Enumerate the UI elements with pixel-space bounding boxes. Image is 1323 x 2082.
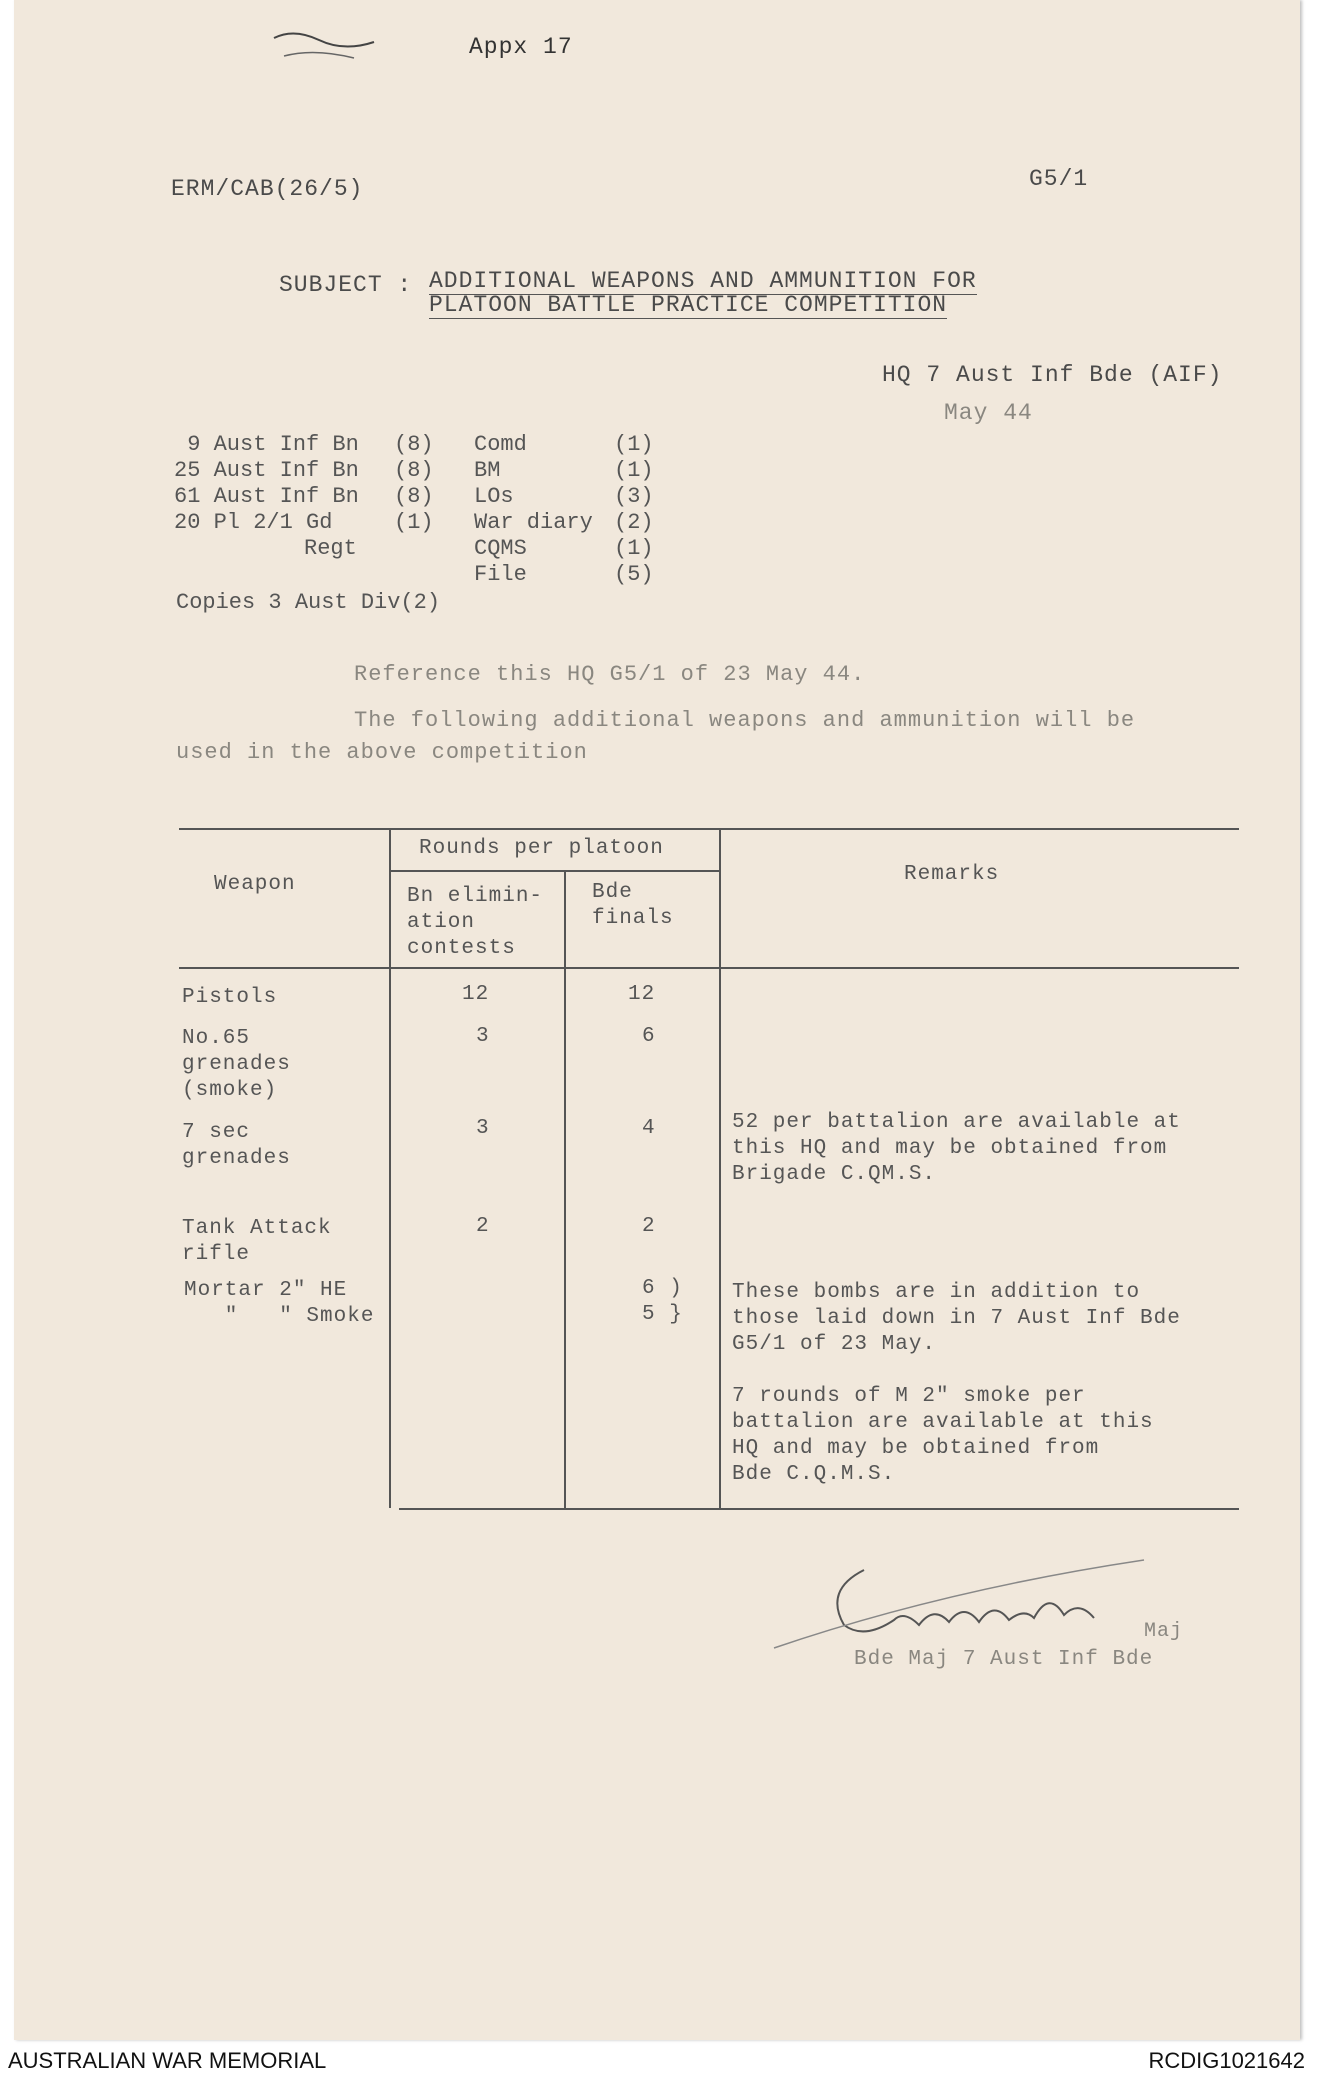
document-page <box>14 0 1300 2040</box>
header-bn: Bn elimin- ation contests <box>407 885 544 960</box>
table-cell-weapon: No.65 grenades (smoke) <box>182 1027 291 1102</box>
date: May 44 <box>944 400 1033 426</box>
document-number: G5/1 <box>1029 166 1089 192</box>
footer-record-id: RCDIG1021642 <box>1148 2048 1305 2073</box>
table-cell-bde: 4 <box>642 1117 656 1140</box>
handwritten-mark <box>264 20 394 70</box>
dist-copies: (1) <box>614 432 654 457</box>
table-cell-bde: 6 ) 5 } <box>642 1277 683 1326</box>
dist-item: LOs <box>474 484 514 509</box>
table-rule <box>179 967 1239 969</box>
header-bde: Bde finals <box>592 881 674 930</box>
table-cell-weapon: Tank Attack rifle <box>182 1217 332 1266</box>
table-cell-bde: 2 <box>642 1215 656 1238</box>
dist-item: 9 Aust Inf Bn <box>174 432 359 457</box>
dist-item: Comd <box>474 432 527 457</box>
dist-copies: (8) <box>394 484 434 509</box>
table-cell-bn: 3 <box>476 1117 490 1140</box>
table-cell-bn: 12 <box>462 983 490 1006</box>
table-cell-weapon: 7 sec grenades <box>182 1121 291 1170</box>
dist-copies: (8) <box>394 432 434 457</box>
table-cell-remarks: 52 per battalion are available at this HQ and may be obtained from Brigade C.QM.S. <box>732 1111 1181 1186</box>
dist-item: BM <box>474 458 501 483</box>
reference-line: Reference this HQ G5/1 of 23 May 44. <box>354 662 866 687</box>
dist-item: CQMS <box>474 536 527 561</box>
table-rule <box>719 830 721 1508</box>
dist-copies: (8) <box>394 458 434 483</box>
table-rule <box>564 872 566 1508</box>
dist-copies: (5) <box>614 562 654 587</box>
signatory-title: Bde Maj 7 Aust Inf Bde <box>854 1648 1154 1671</box>
table-cell-bn: 3 <box>476 1025 490 1048</box>
paragraph-line: used in the above competition <box>176 740 588 765</box>
dist-item: 61 Aust Inf Bn <box>174 484 359 509</box>
paragraph-line: The following additional weapons and ammunition will be <box>354 708 1136 733</box>
dist-item: War diary <box>474 510 593 535</box>
dist-copies: (1) <box>614 458 654 483</box>
table-rule <box>399 1508 1239 1510</box>
dist-copies: (1) <box>394 510 434 535</box>
table-cell-weapon: Mortar 2" HE " " Smoke <box>184 1279 375 1328</box>
dist-copies: (2) <box>614 510 654 535</box>
dist-item: Regt <box>304 536 357 561</box>
subject-line-2: PLATOON BATTLE PRACTICE COMPETITION <box>429 292 948 318</box>
header-remarks: Remarks <box>904 863 1000 886</box>
table-cell-bde: 12 <box>628 983 656 1006</box>
signatory-rank: Maj <box>1144 1620 1184 1643</box>
dist-copies: (1) <box>614 536 654 561</box>
dist-item: File <box>474 562 527 587</box>
table-cell-weapon: Pistols <box>182 986 278 1009</box>
dist-copies: (3) <box>614 484 654 509</box>
footer-archive-name: AUSTRALIAN WAR MEMORIAL <box>8 2048 327 2073</box>
table-cell-bn: 2 <box>476 1215 490 1238</box>
dist-item: 25 Aust Inf Bn <box>174 458 359 483</box>
file-reference: ERM/CAB(26/5) <box>171 176 364 202</box>
subject-line-1: ADDITIONAL WEAPONS AND AMMUNITION FOR <box>429 268 977 294</box>
header-rounds: Rounds per platoon <box>419 837 664 860</box>
table-cell-remarks: These bombs are in addition to those laid down in 7 Aust Inf Bde G5/1 of 23 May. 7 rounds of M 2" smoke per battalion are available at this HQ and may be obtained from Bde C.Q.M.S. <box>732 1281 1181 1486</box>
copies-line: Copies 3 Aust Div(2) <box>176 590 441 615</box>
dist-item: 20 Pl 2/1 Gd <box>174 510 333 535</box>
table-rule <box>389 830 391 1508</box>
subject-label: SUBJECT : <box>279 272 413 298</box>
table-rule <box>179 828 1239 830</box>
table-rule <box>389 870 719 872</box>
header-weapon: Weapon <box>214 873 296 896</box>
appendix-label: Appx 17 <box>469 34 573 60</box>
table-cell-bde: 6 <box>642 1025 656 1048</box>
headquarters: HQ 7 Aust Inf Bde (AIF) <box>882 362 1223 388</box>
